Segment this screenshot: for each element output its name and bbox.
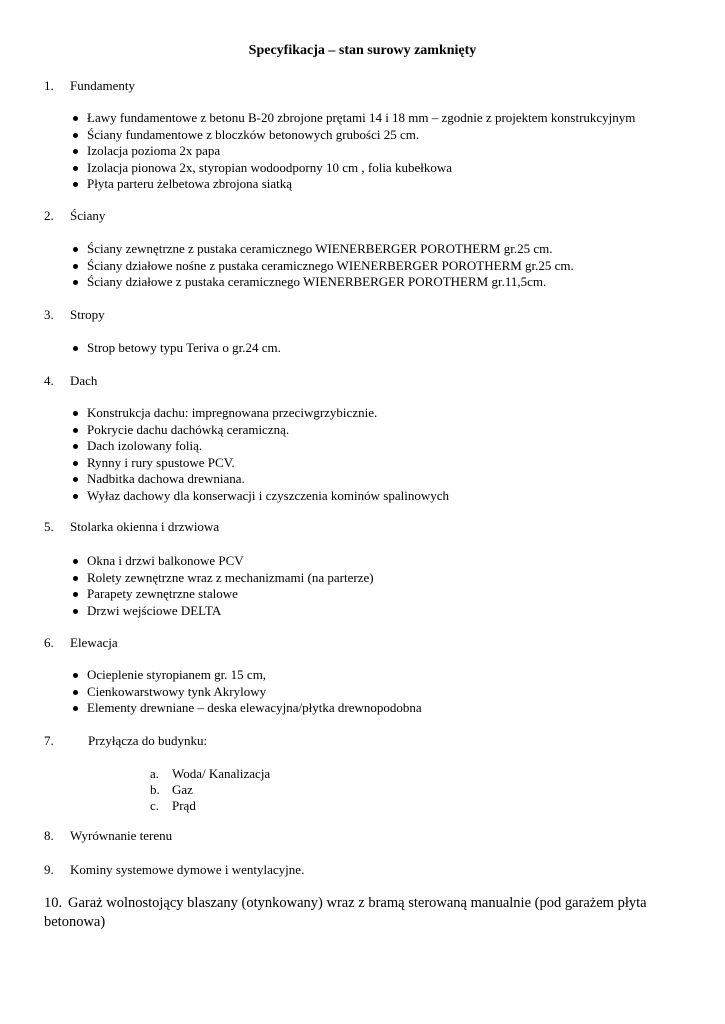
section-4-list xyxy=(70,405,449,504)
list-item: Nadbitka dachowa drewniana. xyxy=(70,471,449,488)
section-number: 3. xyxy=(44,307,54,322)
list-item: Strop betowy typu Teriva o gr.24 cm. xyxy=(70,340,281,357)
list-item: Ściany działowe nośne z pustaka ceramicznego WIENERBERGER POROTHERM gr.25 cm. xyxy=(70,258,574,275)
list-item-text: Gaz xyxy=(172,782,193,797)
section-title: Elewacja xyxy=(70,635,118,650)
section-title: Stropy xyxy=(70,307,105,322)
list-item-text: Woda/ Kanalizacja xyxy=(172,766,271,781)
list-item: Drzwi wejściowe DELTA xyxy=(70,603,374,620)
section-title: Garaż wolnostojący blaszany (otynkowany) wraz z bramą sterowaną manualnie (pod garażem płyta betonowa) xyxy=(44,895,647,930)
section-9-heading xyxy=(44,862,304,879)
section-title: Wyrównanie terenu xyxy=(70,828,173,843)
list-item: Ocieplenie styropianem gr. 15 cm, xyxy=(70,667,422,684)
list-item: Izolacja pionowa 2x, styropian wodoodporny 10 cm , folia kubełkowa xyxy=(70,160,635,177)
list-item: Rolety zewnętrzne wraz z mechanizmami (na parterze) xyxy=(70,570,374,587)
section-5-heading xyxy=(44,519,219,536)
list-item: Elementy drewniane – deska elewacyjna/płytka drewnopodobna xyxy=(70,700,422,717)
list-item: Ściany zewnętrzne z pustaka ceramicznego WIENERBERGER POROTHERM gr.25 cm. xyxy=(70,241,574,258)
list-item xyxy=(150,798,270,814)
section-number: 2. xyxy=(44,208,54,223)
section-title: Dach xyxy=(70,373,98,388)
list-item-text: Prąd xyxy=(172,798,196,813)
section-title: Ściany xyxy=(70,208,106,223)
section-number: 10. xyxy=(44,895,63,911)
list-item: Rynny i rury spustowe PCV. xyxy=(70,455,449,472)
section-6-heading xyxy=(44,635,118,652)
section-2-list xyxy=(70,241,574,291)
section-number: 5. xyxy=(44,519,54,534)
section-5-list xyxy=(70,553,374,619)
list-item: Płyta parteru żelbetowa zbrojona siatką xyxy=(70,176,635,193)
list-item: Izolacja pozioma 2x papa xyxy=(70,143,635,160)
section-1-heading xyxy=(44,78,135,95)
section-3-list xyxy=(70,340,281,357)
section-10-paragraph xyxy=(44,894,674,932)
list-item: Okna i drzwi balkonowe PCV xyxy=(70,553,374,570)
list-item: Wyłaz dachowy dla konserwacji i czyszczenia kominów spalinowych xyxy=(70,488,449,505)
list-item: Pokrycie dachu dachówką ceramiczną. xyxy=(70,422,449,439)
list-item: Cienkowarstwowy tynk Akrylowy xyxy=(70,684,422,701)
section-2-heading xyxy=(44,208,105,225)
section-7-sublist xyxy=(150,766,270,814)
section-title: Fundamenty xyxy=(70,78,135,93)
document-title: Specyfikacja – stan surowy zamknięty xyxy=(248,43,477,58)
section-8-heading xyxy=(44,828,172,845)
list-item: Parapety zewnętrzne stalowe xyxy=(70,586,374,603)
section-number: 1. xyxy=(44,78,54,93)
section-1-list xyxy=(70,110,635,193)
section-number: 4. xyxy=(44,373,54,388)
list-item: Ściany fundamentowe z bloczków betonowych grubości 25 cm. xyxy=(70,127,635,144)
section-number: 9. xyxy=(44,862,54,877)
list-marker: b. xyxy=(150,782,160,797)
list-item: Ławy fundamentowe z betonu B-20 zbrojone prętami 14 i 18 mm – zgodnie z projektem konstrukcyjnym xyxy=(70,110,635,127)
section-3-heading xyxy=(44,307,105,324)
list-item xyxy=(150,766,270,782)
list-item: Konstrukcja dachu: impregnowana przeciwgrzybicznie. xyxy=(70,405,449,422)
section-6-list xyxy=(70,667,422,717)
section-title: Kominy systemowe dymowe i wentylacyjne. xyxy=(70,862,305,877)
list-marker: c. xyxy=(150,798,160,813)
section-title: Przyłącza do budynku: xyxy=(88,733,208,748)
list-item: Dach izolowany folią. xyxy=(70,438,449,455)
section-7-heading xyxy=(44,733,207,750)
list-item xyxy=(150,782,270,798)
section-title: Stolarka okienna i drzwiowa xyxy=(70,519,220,534)
section-number: 6. xyxy=(44,635,54,650)
list-marker: a. xyxy=(150,766,160,781)
list-item: Ściany działowe z pustaka ceramicznego WIENERBERGER POROTHERM gr.11,5cm. xyxy=(70,274,574,291)
section-4-heading xyxy=(44,373,97,390)
section-number: 8. xyxy=(44,828,54,843)
section-number: 7. xyxy=(44,733,54,748)
